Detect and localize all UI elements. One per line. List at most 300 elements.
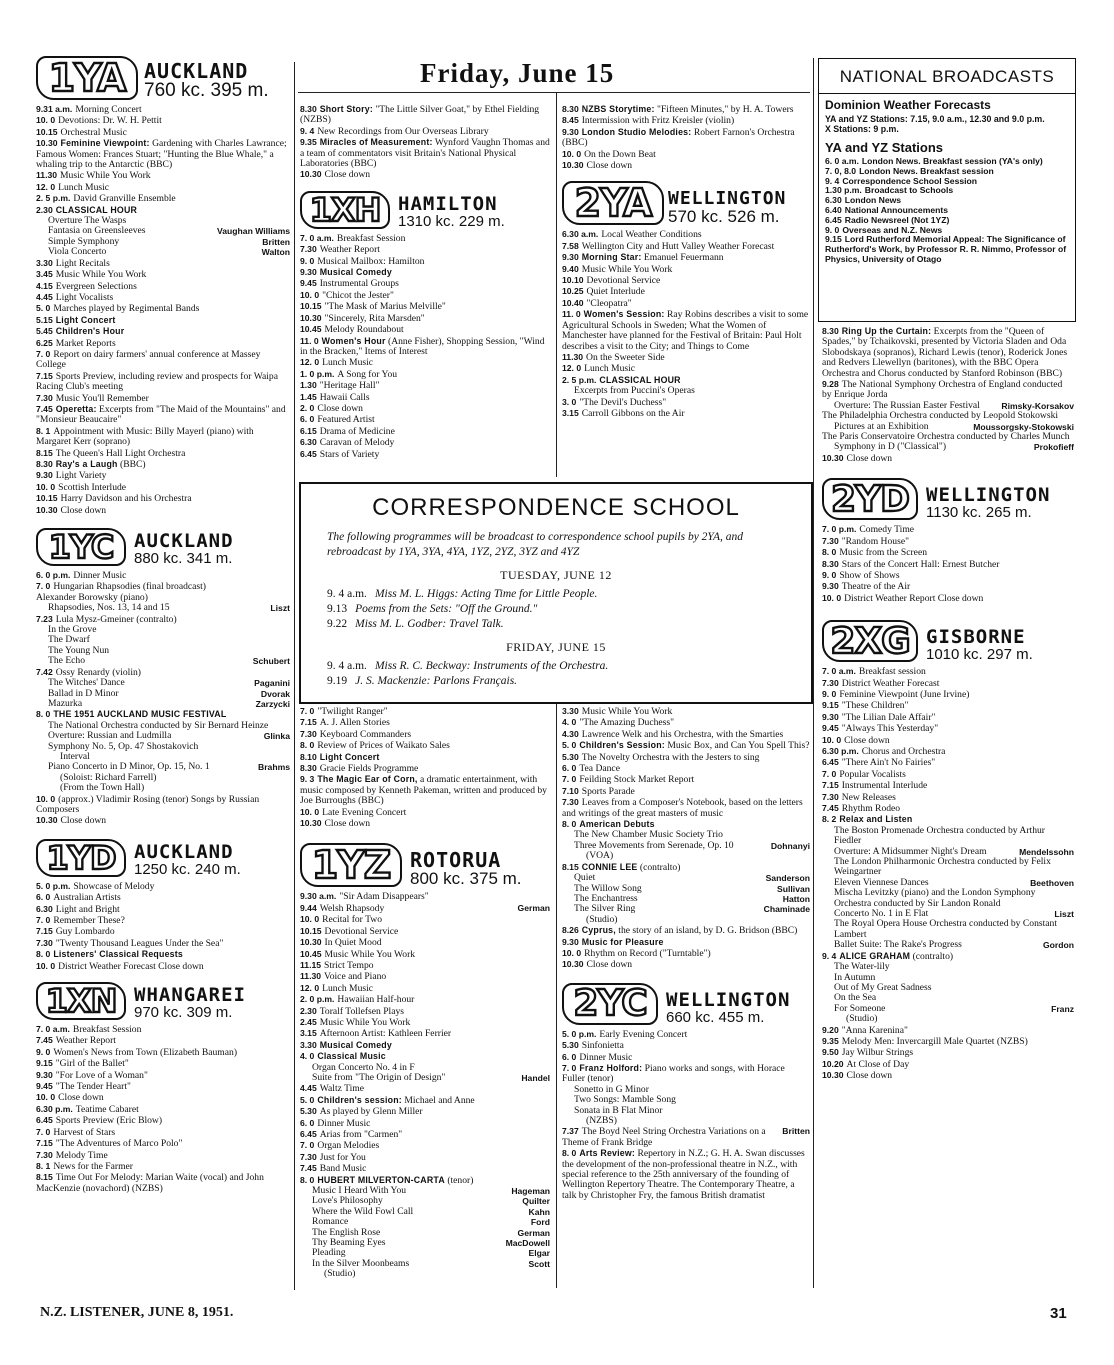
program-entry	[562, 915, 810, 925]
program-text: Orchestral Music	[60, 126, 127, 138]
program-text: Close down	[324, 818, 371, 830]
program-text: Excerpts from Puccini's Operas	[574, 385, 695, 397]
program-time: 5.15	[36, 314, 53, 325]
column-rule	[556, 92, 557, 477]
composer-name: German	[517, 1227, 550, 1238]
composer-name: Paganini	[254, 678, 290, 689]
program-entry	[822, 919, 1074, 940]
station-logo: 2YA	[574, 181, 652, 226]
program-time: 5.30	[300, 1106, 317, 1117]
composer-name: Brahms	[258, 762, 290, 773]
composer-name: Mendelssohn	[1019, 846, 1074, 857]
program-time: 8. 0	[36, 949, 51, 960]
program-entry	[300, 971, 550, 982]
program-time: 8. 0	[562, 819, 577, 830]
program-time: 10.30	[562, 959, 584, 970]
program-feature: Women's Session:	[583, 309, 665, 320]
program-time: 7.30	[822, 791, 839, 802]
correspondence-school-box	[299, 482, 813, 704]
program-entry	[300, 256, 550, 267]
program-feature: Music for Pleasure	[581, 936, 664, 947]
program-entry	[562, 1040, 810, 1051]
program-time: 3. 0	[562, 396, 577, 407]
program-text: Lord Rutherford Memorial Appeal: The Significance of Rutherford's Work, by Professor R. R. Nimmo, Professor of Physics, University of Otago	[825, 234, 1067, 264]
program-text: Simple Symphony	[48, 235, 120, 247]
program-entry	[562, 127, 810, 149]
program-time: 10.30	[36, 504, 58, 515]
corr-text: Miss R. C. Beckway: Instruments of the Orchestra.	[374, 660, 609, 672]
program-feature: Women's Hour	[321, 335, 386, 346]
station-name: WHANGAREI	[134, 984, 246, 1007]
composer-name: Franz	[1051, 1003, 1074, 1014]
program-text: Breakfast Session	[72, 1024, 142, 1036]
program-time: 10.30	[822, 1070, 844, 1081]
program-time: 9.30 a.m.	[300, 891, 337, 902]
program-time: 12. 0	[562, 363, 582, 374]
station-name: AUCKLAND	[134, 530, 234, 553]
program-time: 9. 4	[822, 950, 837, 961]
program-time: 2. 0 p.m.	[300, 994, 335, 1005]
program-text: London News. Breakfast session (YA's only)	[861, 156, 1043, 166]
program-feature: Listeners' Classical Requests	[53, 949, 183, 960]
program-entry	[562, 851, 810, 861]
station-name: GISBORNE	[926, 626, 1026, 649]
program-text: In Autumn	[834, 971, 876, 983]
program-text: Weather Report	[55, 1035, 116, 1047]
program-time: 5.45	[36, 326, 53, 337]
program-text: Featured Artist	[317, 414, 375, 426]
program-text: Devotional Service	[586, 275, 661, 287]
program-feature: Ray's a Laugh	[55, 459, 118, 469]
program-entry	[300, 313, 550, 324]
program-entry	[300, 1040, 550, 1051]
program-time: 10.30	[300, 937, 322, 948]
program-entry	[300, 267, 550, 278]
program-time: 6. 0	[562, 763, 577, 774]
program-time: 8. 1	[36, 1160, 51, 1171]
program-text: Concerto No. 1 in E Flat	[834, 908, 929, 920]
program-entry	[822, 581, 1074, 592]
program-text: Love's Philosophy	[312, 1195, 383, 1207]
program-text: A. J. Allen Stories	[319, 717, 390, 729]
program-entry	[36, 115, 290, 126]
program-entry	[822, 1025, 1074, 1036]
program-text: Show of Shows	[839, 569, 900, 581]
composer-name: Chaminade	[763, 904, 810, 915]
program-time: 8.30	[300, 763, 317, 774]
schedule-1xh	[300, 233, 550, 460]
program-time: 8.30	[36, 459, 53, 469]
program-text: "For Love of a Woman"	[55, 1069, 148, 1081]
program-time: 4.45	[300, 1083, 317, 1094]
corr-intro: The following programmes will be broadcast to correspondence school pupils by 2YA, and rebroadcast by 1YA, 3YA, 4YA, 1YZ, 2YZ, 3YZ and 4YZ	[327, 531, 744, 558]
program-entry	[36, 794, 290, 816]
program-text: Evergreen Selections	[55, 280, 137, 292]
program-entry	[300, 937, 550, 948]
program-entry	[300, 903, 550, 914]
program-text: Jay Wilbur Strings	[841, 1047, 914, 1059]
column-2-top	[300, 104, 550, 460]
program-text: Excerpts from "The Maid of the Mountains" and "Monsieur Beaucaire"	[36, 403, 286, 426]
program-time: 8. 0	[562, 1148, 577, 1159]
program-text: Lunch Music	[322, 982, 374, 994]
program-time: 6.30	[300, 437, 317, 448]
program-entry	[822, 723, 1074, 734]
program-time: 10.40	[562, 297, 584, 308]
program-time: 1.30	[300, 380, 317, 391]
program-entry	[562, 959, 810, 970]
program-time: 10. 0	[300, 914, 320, 925]
program-entry	[300, 1269, 550, 1279]
program-entry	[822, 453, 1074, 464]
program-time: 8.15	[562, 861, 579, 872]
program-text: Australian Artists	[53, 892, 121, 904]
station-wave: 341 m.	[186, 550, 233, 568]
composer-name: German	[517, 902, 550, 913]
program-entry	[36, 1070, 290, 1081]
program-time: 6.30	[825, 195, 842, 206]
program-entry	[562, 1116, 810, 1126]
program-text: Chorus and Orchestra	[861, 745, 946, 757]
program-text: (contralto)	[639, 861, 681, 873]
program-time: 10.30	[562, 160, 584, 171]
program-entry	[36, 1127, 290, 1138]
program-time: 3.15	[300, 1028, 317, 1039]
natbox-x-stations: X Stations: 9 p.m.	[825, 124, 899, 134]
program-text: Melody Roundabout	[324, 324, 404, 336]
program-entry	[36, 127, 290, 138]
station-freq: 660 kc.	[666, 1008, 715, 1026]
composer-name: Hatton	[782, 893, 810, 904]
program-time: 10. 0	[36, 960, 56, 971]
program-time: 10.25	[562, 286, 584, 297]
composer-name: Moussorgsky-Stokowski	[973, 421, 1074, 432]
program-entry	[562, 252, 810, 263]
program-entry	[36, 1172, 290, 1194]
program-entry	[562, 363, 810, 374]
program-text: Music While You Work	[324, 948, 416, 960]
program-text: "Heritage Hall"	[319, 380, 380, 392]
station-freq: 800 kc.	[410, 869, 465, 889]
program-time: 6. 0	[300, 414, 315, 425]
program-entry	[36, 326, 290, 337]
station-freq: 1310 kc.	[398, 212, 455, 230]
program-text: Close down	[317, 402, 363, 414]
program-entry	[300, 1118, 550, 1129]
program-time: 4. 0	[562, 717, 577, 728]
program-text: "Twilight Ranger"	[317, 706, 388, 717]
program-time: 3.45	[36, 269, 53, 280]
program-text: Dinner Music	[579, 1051, 633, 1063]
program-time: 3.30	[300, 1039, 317, 1050]
composer-name: Sullivan	[777, 883, 810, 894]
program-entry	[822, 780, 1074, 791]
program-feature: Feminine Viewpoint:	[60, 138, 150, 149]
program-time: 6.45	[825, 214, 842, 225]
corr-time: 9.13	[327, 603, 348, 615]
program-time: 6.40	[825, 204, 842, 215]
program-text: Organ Concerto No. 4 in F	[312, 1061, 415, 1073]
program-time: 9.40	[562, 263, 579, 274]
program-entry	[822, 524, 1074, 535]
program-entry	[562, 298, 810, 309]
program-time: 9.30	[822, 581, 839, 592]
corr-title: CORRESPONDENCE SCHOOL	[372, 494, 740, 521]
program-time: 11.15	[300, 959, 322, 970]
program-text: Rhapsodies, Nos. 13, 14 and 15	[48, 602, 170, 614]
program-text: Keyboard Commanders	[319, 728, 412, 740]
program-entry	[300, 1017, 550, 1028]
program-time: 2. 0	[300, 402, 315, 413]
program-time: 9. 3	[300, 774, 315, 785]
program-entry	[36, 315, 290, 326]
program-entry	[822, 666, 1074, 677]
program-entry	[36, 1138, 290, 1149]
program-time: 8. 0	[300, 1174, 315, 1185]
program-entry	[300, 244, 550, 255]
program-text: Romance	[312, 1216, 349, 1228]
program-entry	[36, 603, 290, 613]
program-text: Excerpts from the "Queen of Spades," by Tchaikovski, presented by Victoria Sladen and Oda Slobodskaya (sopranos), Richard Lewis (tenor), Roderick Jones and Redvers Llewellyn (baritones), with the BBC Opera Orchestra and Chorus conducted by Stanford Robinson (BBC)	[822, 326, 1068, 379]
program-time: 5. 0	[300, 1094, 315, 1105]
program-time: 6.15	[300, 425, 317, 436]
program-text: Piano works and songs, with Horace Fuller (tenor)	[562, 1062, 785, 1085]
program-feature: Operetta:	[55, 403, 97, 414]
program-entry	[562, 740, 810, 751]
program-time: 10.15	[300, 301, 322, 312]
program-time: 6. 0	[562, 1051, 577, 1062]
program-text: Music Box, and Can You Spell This?	[667, 740, 810, 752]
program-entry	[36, 1092, 290, 1103]
program-text: Melody Men: Invercargill Male Quartet (NZBS)	[841, 1035, 1028, 1047]
program-text: "The Devil's Duchess"	[579, 396, 667, 408]
corr-text: J. S. Mackenzie: Parlons Français.	[355, 675, 518, 687]
program-time: 6. 0	[36, 892, 51, 903]
program-text: Ballet Suite: The Rake's Progress	[834, 939, 962, 951]
program-time: 2.45	[300, 1016, 317, 1027]
program-text: London News	[844, 195, 902, 206]
program-time: 2. 5 p.m.	[36, 193, 71, 204]
program-text: Piano Concerto in D Minor, Op. 15, No. 1	[48, 761, 210, 773]
station-wave: 229 m.	[458, 212, 505, 230]
program-text: Sports Preview, including review and prospects for Waipa Racing Club's meeting	[36, 370, 278, 393]
station-wave: 309 m.	[186, 1004, 233, 1022]
program-text: Guy Lombardo	[55, 926, 115, 938]
program-text: Symphony in D ("Classical")	[834, 441, 947, 453]
program-text: Just for You	[319, 1151, 366, 1163]
program-time: 1.45	[300, 391, 317, 402]
program-feature: CLASSICAL HOUR	[599, 374, 681, 385]
program-entry	[300, 752, 550, 763]
program-text: Showcase of Melody	[73, 880, 155, 892]
station-freq: 760 kc.	[144, 80, 206, 101]
program-entry	[300, 983, 550, 994]
column-rule	[294, 62, 295, 1290]
program-time: 10. 0	[822, 592, 842, 603]
program-entry	[36, 426, 290, 448]
program-entry	[36, 459, 290, 470]
composer-name: Liszt	[270, 603, 290, 614]
corr-item	[327, 587, 785, 602]
composer-name: Schubert	[252, 656, 290, 667]
program-time: 9.35	[300, 137, 317, 148]
program-text: Women's News from Town (Elizabeth Bauman)	[53, 1046, 238, 1058]
schedule-1xn	[36, 1024, 290, 1194]
station-freq: 880 kc.	[134, 550, 183, 568]
program-text: Light Variety	[55, 470, 107, 482]
program-text: Quiet	[574, 872, 596, 884]
program-entry	[300, 949, 550, 960]
program-time: 9. 0	[36, 1046, 51, 1057]
station-name: WELLINGTON	[668, 188, 787, 210]
station-logo: 2YD	[831, 478, 909, 520]
station-header-1xh	[300, 191, 550, 229]
program-text: New Releases	[841, 791, 896, 803]
program-text: Early Evening Concert	[599, 1028, 688, 1040]
program-entry	[300, 403, 550, 414]
program-text: Comedy Time	[859, 524, 915, 536]
program-time: 9.30	[562, 252, 579, 263]
program-entry	[562, 286, 810, 297]
program-text: Feilding Stock Market Report	[579, 774, 695, 786]
program-entry	[300, 706, 550, 717]
program-text: The Dwarf	[48, 634, 90, 646]
program-text: Review of Prices of Waikato Sales	[317, 740, 450, 752]
program-text: David Granville Ensemble	[73, 193, 176, 205]
column-rule	[556, 703, 557, 1288]
program-entry	[36, 505, 290, 516]
program-entry	[300, 1163, 550, 1174]
station-header-2yc	[562, 983, 810, 1025]
program-entry	[562, 264, 810, 275]
program-text: Local Weather Conditions	[601, 229, 702, 241]
program-text: The Young Nun	[48, 644, 110, 656]
program-entry	[36, 338, 290, 349]
station-logo: 2XG	[830, 620, 910, 662]
program-text: Strict Tempo	[324, 959, 374, 971]
program-text: Close down	[58, 1092, 104, 1104]
program-text: Close down	[586, 160, 633, 172]
program-text: Intermission with Fritz Kreisler (violin)	[581, 115, 735, 127]
program-feature: Franz Holford:	[579, 1062, 643, 1073]
program-text: Viola Concerto	[48, 246, 107, 258]
title-rule	[298, 92, 810, 93]
program-entry	[300, 169, 550, 180]
station-wave: 526 m.	[727, 207, 780, 227]
station-name: AUCKLAND	[144, 59, 249, 83]
program-entry	[36, 881, 290, 892]
program-text: (contralto)	[912, 950, 954, 962]
program-text: Alexander Borowsky (piano)	[36, 591, 148, 603]
corr-list-1	[327, 587, 785, 632]
program-text: Market Reports	[55, 337, 116, 349]
program-feature: Musical Comedy	[319, 1039, 392, 1050]
program-entry	[300, 926, 550, 937]
program-feature: Light Concert	[319, 751, 380, 762]
natbox-weather-times: YA and YZ Stations: 7.15, 9.0 a.m., 12.30 and 9.0 p.m.	[825, 114, 1045, 124]
program-text: (From the Town Hall)	[60, 782, 145, 794]
program-entry	[562, 706, 810, 717]
program-text: For Someone	[834, 1002, 886, 1014]
corr-time: 9. 4 a.m.	[327, 588, 367, 600]
composer-name: Quilter	[522, 1196, 550, 1207]
station-freq: 1010 kc.	[926, 646, 983, 664]
program-entry	[36, 482, 290, 493]
program-text: Report on dairy farmers' annual conference at Massey College	[36, 348, 261, 371]
program-text: Ossy Renardy (violin)	[55, 666, 142, 678]
program-text: Devotions: Dr. W. H. Pettit	[58, 115, 162, 127]
program-entry	[822, 1047, 1074, 1058]
station-header-2yd	[822, 478, 1074, 520]
program-text: District Weather Forecast Close down	[58, 960, 204, 972]
program-entry	[562, 229, 810, 240]
program-entry	[300, 729, 550, 740]
composer-name: Elgar	[528, 1248, 550, 1259]
program-time: 7.58	[562, 240, 579, 251]
program-time: 10.20	[822, 1058, 844, 1069]
program-text: The Witches' Dance	[48, 677, 125, 689]
program-text: Michael and Anne	[404, 1094, 475, 1106]
program-text: Pleading	[312, 1247, 346, 1259]
composer-name: Prokofieff	[1033, 442, 1074, 453]
corr-list-2	[327, 659, 785, 689]
program-text: "Chicot the Jester"	[322, 289, 394, 301]
program-entry	[562, 352, 810, 363]
program-text: On the Sweeter Side	[586, 351, 665, 363]
program-entry	[562, 763, 810, 774]
station-name: HAMILTON	[398, 192, 498, 215]
schedule-continued-2ya	[562, 706, 810, 971]
program-time: 12. 0	[36, 181, 56, 192]
program-time: 7.30	[36, 937, 53, 948]
column-3-bottom	[562, 706, 810, 1201]
program-entry	[822, 1070, 1074, 1081]
composer-name: Handel	[521, 1072, 550, 1083]
program-time: 7.45	[300, 1163, 317, 1174]
program-feature: NZBS Storytime:	[581, 104, 655, 114]
program-time: 7.15	[36, 926, 53, 937]
station-name: AUCKLAND	[134, 840, 234, 863]
schedule-continued-1xh	[300, 706, 550, 829]
program-text: National Announcements	[844, 204, 949, 215]
program-time: 7.10	[562, 785, 579, 796]
program-text: (Anne Fisher), Shopping Session, "Wind in the Bracken," Items of Interest	[300, 335, 545, 357]
program-time: 8. 2	[822, 814, 837, 825]
program-text: Hawaiian Half-hour	[337, 994, 415, 1006]
program-time: 8.10	[300, 751, 317, 762]
composer-name: Vaughan Williams	[217, 226, 290, 237]
program-entry	[36, 1058, 290, 1069]
program-text: (BBC)	[120, 459, 146, 470]
column-rule	[813, 58, 814, 1288]
program-time: 10.15	[36, 126, 58, 137]
station-name: WELLINGTON	[926, 484, 1051, 507]
program-entry	[300, 392, 550, 403]
program-entry	[562, 786, 810, 797]
program-entry	[36, 1035, 290, 1046]
program-text: (Soloist: Richard Farrell)	[60, 771, 157, 783]
program-entry	[36, 656, 290, 666]
station-freq: 1130 kc.	[926, 504, 982, 522]
program-text: Recital for Two	[322, 914, 383, 926]
program-time: 7.45	[36, 1035, 53, 1046]
program-entry	[562, 115, 810, 126]
program-time: 9.20	[822, 1024, 839, 1035]
program-time: 7.30	[562, 797, 579, 808]
natbox-list	[825, 157, 1069, 265]
program-time: 9.30	[822, 711, 839, 722]
program-time: 7.42	[36, 666, 53, 677]
